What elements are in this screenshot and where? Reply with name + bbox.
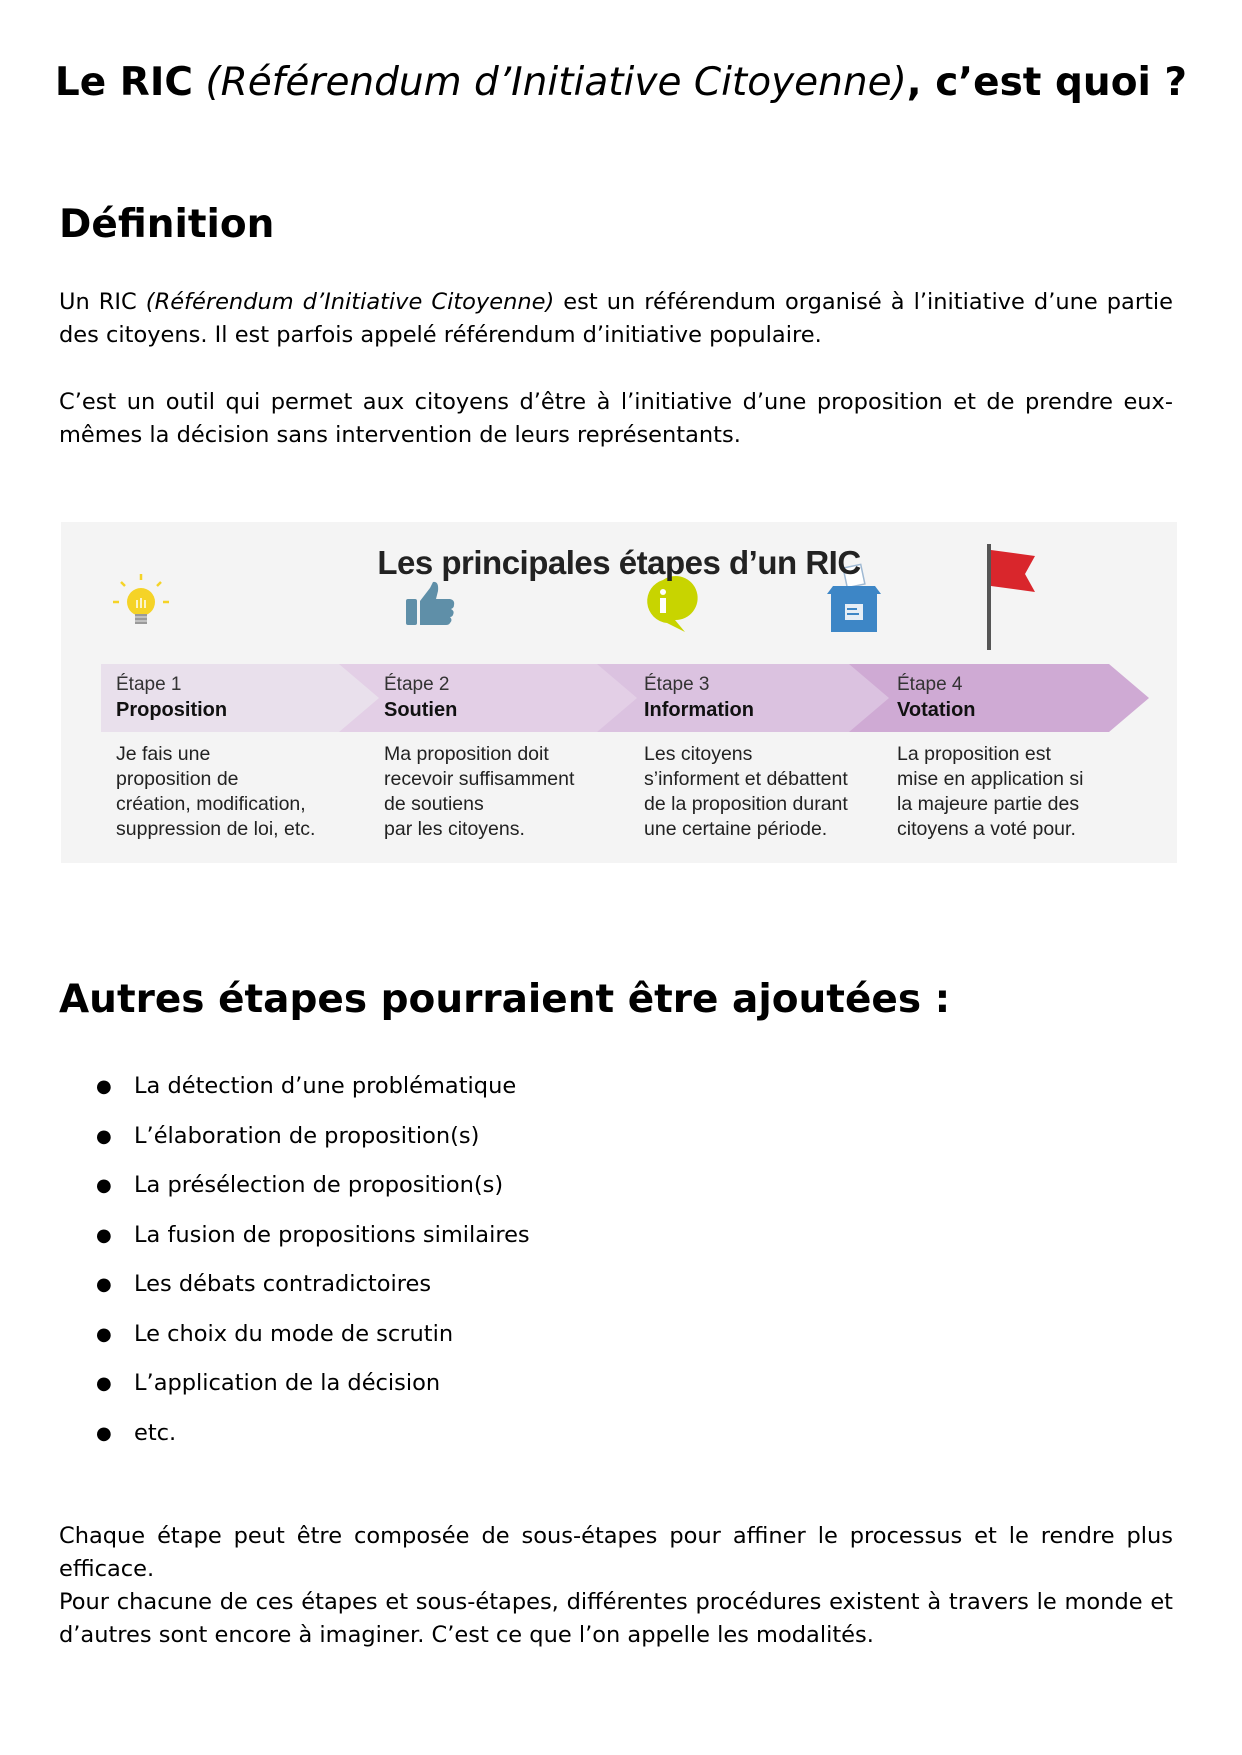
infographic-title: Les principales étapes d’un RIC (377, 544, 861, 581)
list-item (96, 1417, 530, 1467)
stage-3-desc-line: une certaine période. (644, 818, 828, 840)
stage-1-desc-line: suppression de loi, etc. (116, 818, 316, 840)
stage-4-arrow (849, 664, 1149, 732)
list-item-text: L’élaboration de proposition(s) (134, 1122, 480, 1149)
list-item (96, 1070, 530, 1120)
info-bubble-icon (647, 576, 697, 632)
list-item-text: etc. (134, 1419, 177, 1446)
definition-p1-italic: (Référendum d’Initiative Citoyenne) (145, 289, 555, 315)
title-full-name: (Référendum d’Initiative Citoyenne) (205, 60, 907, 105)
closing-paragraph-2: Pour chacune de ces étapes et sous-étapes, différentes procédures existent à travers le monde et d’autres sont encore à imaginer. C’est ce que l’on appelle les modalités. (59, 1589, 1173, 1648)
definition-heading: Définition (59, 202, 275, 247)
bullet-icon: ● (96, 1422, 112, 1444)
stage-1-desc-line: création, modification, (116, 793, 306, 815)
title-question: , c’est quoi ? (906, 60, 1188, 105)
stage-3-desc-line: Les citoyens (644, 743, 753, 765)
stage-4-description (897, 742, 1127, 842)
list-item (96, 1219, 530, 1269)
stage-4-desc-line: citoyens a voté pour. (897, 818, 1076, 840)
stage-2-desc-line: par les citoyens. (384, 818, 525, 840)
stage-3-desc-line: de la proposition durant (644, 793, 848, 815)
stage-4-desc-line: la majeure partie des (897, 793, 1080, 815)
list-item-text: La présélection de proposition(s) (134, 1172, 504, 1198)
stage-3-name: Information (644, 699, 754, 721)
other-steps-heading: Autres étapes pourraient être ajoutées : (59, 977, 951, 1022)
stage-2-desc-line: de soutiens (384, 793, 484, 815)
thumbs-up-icon (406, 582, 454, 625)
definition-p1-start: Un RIC (59, 289, 137, 315)
list-item (96, 1318, 530, 1368)
stage-4-desc-line: La proposition est (897, 743, 1051, 765)
bullet-icon: ● (96, 1323, 112, 1345)
title-ric: Le RIC (54, 60, 193, 105)
list-item-text: Les débats contradictoires (134, 1271, 432, 1297)
stage-4-label: Étape 4 (897, 674, 963, 695)
list-item (96, 1169, 530, 1219)
stage-2-label: Étape 2 (384, 674, 450, 695)
list-item (96, 1268, 530, 1318)
stage-1-name: Proposition (116, 699, 228, 721)
stage-4-desc-line: mise en application si (897, 768, 1084, 790)
ric-steps-infographic (61, 522, 1177, 863)
bullet-icon: ● (96, 1175, 112, 1196)
stage-3-label: Étape 3 (644, 674, 710, 695)
stage-1-description (116, 742, 346, 842)
stage-3-description (644, 742, 874, 842)
definition-paragraph-2: C’est un outil qui permet aux citoyens d’être à l’initiative d’une proposition et de prendre eux-mêmes la décision sans intervention de leurs représentants. (59, 389, 1173, 448)
stage-3-desc-line: s’informent et débattent (644, 768, 848, 790)
definition-paragraph-1 (59, 286, 1173, 352)
list-item-text: La détection d’une problématique (134, 1073, 517, 1099)
stage-4-name: Votation (897, 699, 976, 721)
list-item (96, 1120, 530, 1170)
stage-2-desc-line: recevoir suffisamment (384, 768, 575, 790)
bullet-icon: ● (96, 1224, 112, 1246)
closing-paragraph-1: Chaque étape peut être composée de sous-étapes pour affiner le processus et le rendre plus efficace. (59, 1523, 1173, 1582)
list-item-text: Le choix du mode de scrutin (134, 1320, 454, 1347)
list-item-text: La fusion de propositions similaires (134, 1221, 530, 1248)
list-item-text: L’application de la décision (134, 1370, 441, 1396)
other-steps-list (96, 1070, 530, 1466)
stage-2-desc-line: Ma proposition doit (384, 743, 549, 765)
stage-1-label: Étape 1 (116, 674, 182, 695)
bullet-icon: ● (96, 1373, 112, 1394)
page-title (40, 58, 1202, 108)
stage-1-desc-line: Je fais une (116, 743, 211, 765)
stage-2-description (384, 742, 614, 842)
list-item (96, 1367, 530, 1417)
stage-1-desc-line: proposition de (116, 768, 239, 790)
definition-p1-end: est un référendum organisé à l’initiative d’une partie des citoyens. Il est parfois appelé référendum d’initiative populaire. (59, 289, 1173, 348)
bullet-icon: ● (96, 1125, 112, 1147)
stage-2-name: Soutien (384, 699, 458, 721)
bullet-icon: ● (96, 1274, 112, 1295)
bullet-icon: ● (96, 1076, 112, 1097)
